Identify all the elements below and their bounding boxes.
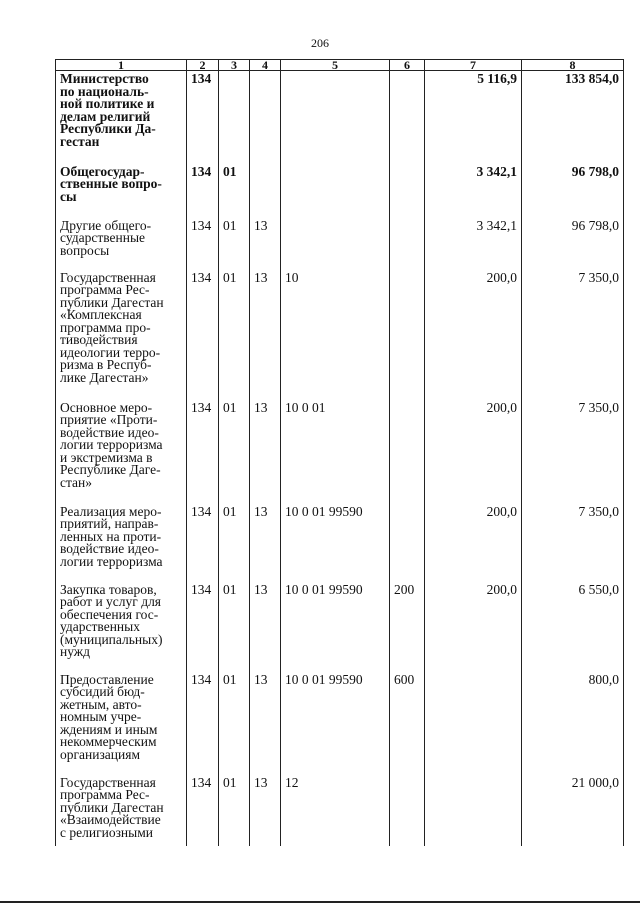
- cell-amount-7: 200,0: [425, 400, 522, 504]
- cell-ministry-code: 134: [187, 775, 219, 846]
- cell-amount-8: 7 350,0: [522, 400, 624, 504]
- cell-name-line: Предоставление: [60, 671, 154, 687]
- cell-name-line: приятий, направ-: [60, 516, 159, 531]
- cell-subsection-code: 13: [250, 270, 281, 400]
- cell-ministry-code: 134: [187, 270, 219, 400]
- page-number: 206: [311, 36, 329, 50]
- table-row: [56, 400, 624, 504]
- cell-amount-7: 5 116,9: [425, 71, 522, 164]
- cell-ministry-code: 134: [187, 164, 219, 218]
- cell-section-code: [219, 71, 250, 164]
- cell-target-article: [281, 218, 390, 270]
- header-row: [56, 60, 624, 71]
- cell-name-line: Основное меро-: [60, 399, 153, 415]
- cell-name-line: нужд: [60, 644, 90, 659]
- cell-amount-8: 133 854,0: [522, 71, 624, 164]
- cell-amount-7: 3 342,1: [425, 218, 522, 270]
- cell-ministry-code: 134: [187, 582, 219, 672]
- header-col-8: 8: [522, 60, 624, 71]
- cell-expense-type: [390, 400, 425, 504]
- header-col-1: 1: [56, 60, 187, 71]
- cell-name-line: гестан: [60, 133, 100, 149]
- cell-name: [56, 582, 187, 672]
- cell-name-line: программа Рес-: [60, 787, 150, 802]
- cell-name-line: ризма в Респуб-: [60, 357, 152, 372]
- header-col-6: 6: [390, 60, 425, 71]
- cell-name: [56, 218, 187, 270]
- cell-name-line: Государственная: [60, 269, 156, 285]
- cell-subsection-code: [250, 164, 281, 218]
- cell-name-line: ударственных: [60, 619, 140, 634]
- cell-expense-type: [390, 775, 425, 846]
- cell-name-line: с религиозными: [60, 824, 153, 840]
- cell-name-line: субсидий бюд-: [60, 684, 145, 699]
- budget-table-container: [55, 59, 624, 846]
- cell-name-line: Закупка товаров,: [60, 581, 157, 597]
- cell-name-line: работ и услуг для: [60, 594, 162, 609]
- cell-name-line: публики Дагестан: [60, 799, 164, 815]
- cell-name-line: программа про-: [60, 319, 151, 335]
- cell-amount-8: 96 798,0: [522, 218, 624, 270]
- cell-amount-7: 200,0: [425, 270, 522, 400]
- cell-name-line: ной политике и: [60, 96, 155, 111]
- budget-table: [55, 59, 624, 846]
- cell-amount-8: 96 798,0: [522, 164, 624, 218]
- table-row: [56, 672, 624, 775]
- cell-name-line: Реализация меро-: [60, 503, 162, 519]
- cell-ministry-code: 134: [187, 71, 219, 164]
- cell-name-line: жетным, авто-: [60, 696, 142, 712]
- cell-name-line: лике Дагестан»: [60, 369, 149, 385]
- cell-section-code: 01: [219, 672, 250, 775]
- table-row: [56, 71, 624, 164]
- cell-target-article: 10 0 01 99590: [281, 672, 390, 775]
- cell-name-line: публики Дагестан: [60, 294, 164, 310]
- cell-name-line: ленных на проти-: [60, 528, 162, 544]
- cell-name: [56, 164, 187, 218]
- cell-name-line: программа Рес-: [60, 282, 150, 297]
- table-row: [56, 504, 624, 582]
- cell-name-line: логии терроризма: [60, 553, 163, 569]
- header-col-5: 5: [281, 60, 390, 71]
- cell-amount-7: 3 342,1: [425, 164, 522, 218]
- cell-amount-8: 6 550,0: [522, 582, 624, 672]
- cell-name-line: обеспечения гос-: [60, 606, 159, 622]
- table-row: [56, 164, 624, 218]
- cell-amount-8: 7 350,0: [522, 270, 624, 400]
- cell-name-line: сударственные: [60, 230, 146, 245]
- cell-expense-type: [390, 164, 425, 218]
- cell-name: [56, 71, 187, 164]
- cell-name-line: вопросы: [60, 242, 110, 258]
- cell-subsection-code: 13: [250, 400, 281, 504]
- cell-expense-type: [390, 71, 425, 164]
- cell-name-line: Другие общего-: [60, 217, 152, 233]
- cell-target-article: 10 0 01 99590: [281, 504, 390, 582]
- cell-subsection-code: 13: [250, 582, 281, 672]
- cell-target-article: 12: [281, 775, 390, 846]
- table-row: [56, 218, 624, 270]
- cell-target-article: 10 0 01 99590: [281, 582, 390, 672]
- cell-ministry-code: 134: [187, 218, 219, 270]
- bottom-rule: [0, 901, 640, 903]
- cell-section-code: 01: [219, 504, 250, 582]
- table-row: [56, 775, 624, 846]
- cell-section-code: 01: [219, 164, 250, 218]
- cell-name-line: ственные вопро-: [60, 176, 162, 191]
- cell-name-line: и экстремизма в: [60, 449, 153, 465]
- cell-target-article: 10: [281, 270, 390, 400]
- cell-section-code: 01: [219, 775, 250, 846]
- cell-ministry-code: 134: [187, 672, 219, 775]
- cell-amount-7: 200,0: [425, 582, 522, 672]
- cell-name-line: организациям: [60, 746, 141, 762]
- cell-amount-8: 800,0: [522, 672, 624, 775]
- cell-name-line: (муниципальных): [60, 631, 163, 647]
- cell-section-code: 01: [219, 582, 250, 672]
- cell-target-article: [281, 71, 390, 164]
- cell-name-line: тиводействия: [60, 332, 138, 347]
- cell-section-code: 01: [219, 400, 250, 504]
- cell-ministry-code: 134: [187, 400, 219, 504]
- table-body: [56, 71, 624, 846]
- cell-amount-8: 21 000,0: [522, 775, 624, 846]
- cell-name-line: Республики Да-: [60, 121, 156, 136]
- cell-name-line: по националь-: [60, 83, 149, 99]
- table-row: [56, 270, 624, 400]
- cell-name-line: стан»: [60, 474, 93, 490]
- cell-name: [56, 400, 187, 504]
- header-col-3: 3: [219, 60, 250, 71]
- header-col-4: 4: [250, 60, 281, 71]
- cell-name-line: приятие «Проти-: [60, 412, 158, 427]
- cell-name: [56, 504, 187, 582]
- cell-name-line: «Комплексная: [60, 307, 142, 322]
- cell-amount-7: [425, 672, 522, 775]
- cell-name-line: Республике Даге-: [60, 462, 161, 477]
- table-row: [56, 582, 624, 672]
- cell-name: [56, 270, 187, 400]
- cell-subsection-code: 13: [250, 218, 281, 270]
- cell-name-line: делам религий: [60, 108, 151, 124]
- cell-section-code: 01: [219, 218, 250, 270]
- cell-name-line: сы: [60, 188, 77, 204]
- cell-amount-8: 7 350,0: [522, 504, 624, 582]
- cell-name: [56, 672, 187, 775]
- header-col-7: 7: [425, 60, 522, 71]
- cell-name-line: водействие идео-: [60, 541, 159, 556]
- cell-name-line: Государственная: [60, 774, 156, 790]
- cell-ministry-code: 134: [187, 504, 219, 582]
- cell-name-line: «Взаимодействие: [60, 812, 161, 827]
- cell-subsection-code: [250, 71, 281, 164]
- cell-expense-type: 200: [390, 582, 425, 672]
- cell-name-line: Министерство: [60, 71, 149, 86]
- cell-name-line: номным учре-: [60, 709, 142, 724]
- cell-expense-type: [390, 218, 425, 270]
- cell-name: [56, 775, 187, 846]
- cell-name-line: некоммерческим: [60, 734, 157, 749]
- cell-expense-type: [390, 504, 425, 582]
- cell-subsection-code: 13: [250, 775, 281, 846]
- cell-name-line: идеологии терро-: [60, 344, 161, 360]
- cell-target-article: [281, 164, 390, 218]
- cell-expense-type: 600: [390, 672, 425, 775]
- cell-name-line: водействие идео-: [60, 424, 159, 440]
- cell-expense-type: [390, 270, 425, 400]
- cell-amount-7: 200,0: [425, 504, 522, 582]
- cell-subsection-code: 13: [250, 504, 281, 582]
- header-col-2: 2: [187, 60, 219, 71]
- cell-target-article: 10 0 01: [281, 400, 390, 504]
- cell-section-code: 01: [219, 270, 250, 400]
- cell-name-line: логии терроризма: [60, 437, 163, 452]
- cell-name-line: Общегосудар-: [60, 163, 145, 179]
- cell-name-line: ждениям и иным: [60, 721, 158, 737]
- cell-subsection-code: 13: [250, 672, 281, 775]
- cell-amount-7: [425, 775, 522, 846]
